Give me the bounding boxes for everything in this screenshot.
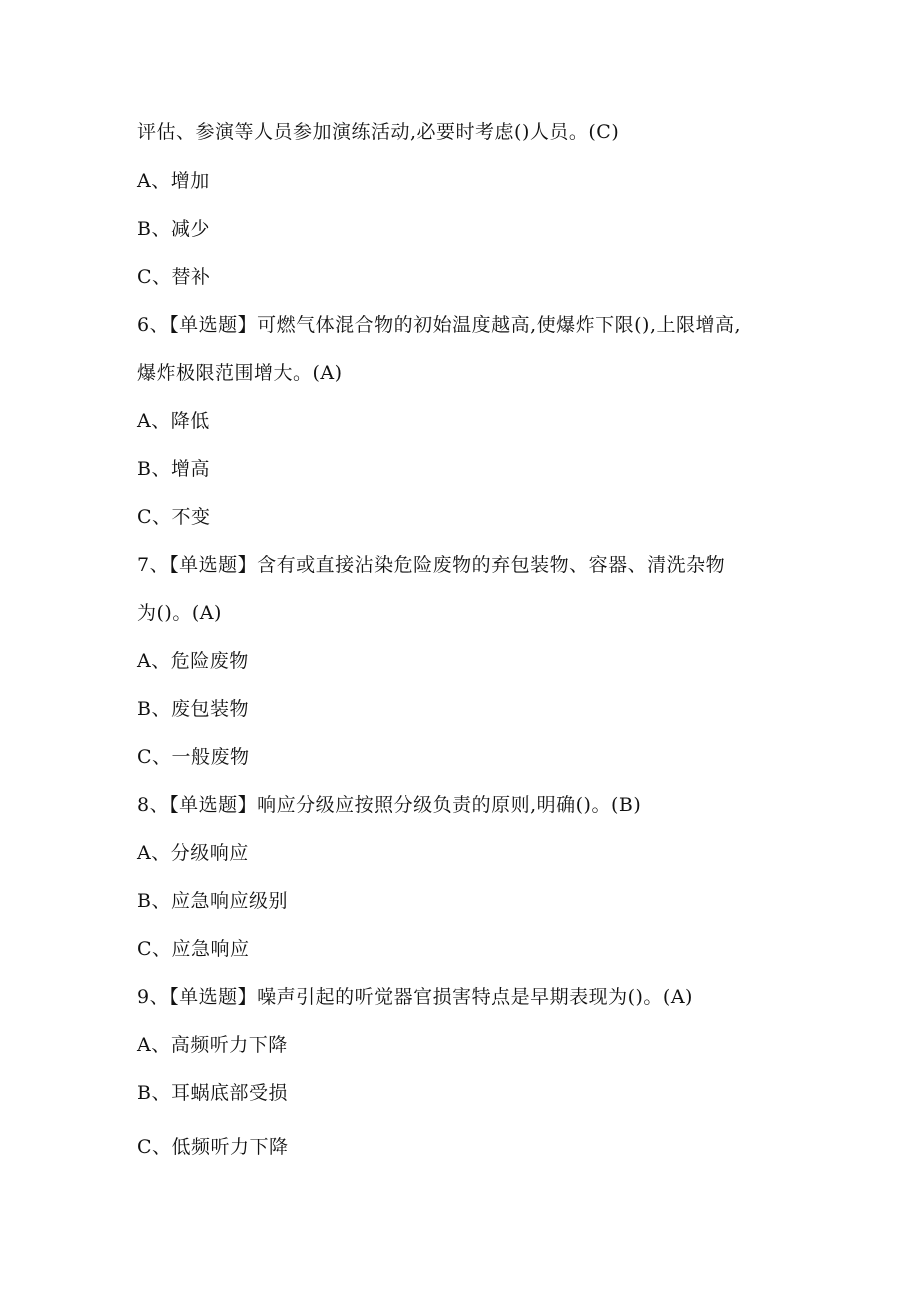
question-7-stem-line-2: 为()。(A) [137, 602, 222, 624]
q5-option-a: A、增加 [137, 170, 210, 192]
question-5-stem-continuation: 评估、参演等人员参加演练活动,必要时考虑()人员。(C) [137, 121, 620, 143]
question-6-stem-line-1: 6、【单选题】可燃气体混合物的初始温度越高,使爆炸下限(),上限增高, [137, 314, 742, 336]
q5-option-b: B、减少 [137, 218, 210, 240]
q7-option-a: A、危险废物 [137, 650, 249, 672]
q8-option-a: A、分级响应 [137, 842, 249, 864]
q8-option-b: B、应急响应级别 [137, 890, 288, 912]
question-9-stem: 9、【单选题】噪声引起的听觉器官损害特点是早期表现为()。(A) [137, 986, 693, 1008]
q9-option-a: A、高频听力下降 [137, 1034, 288, 1056]
question-7-stem-line-1: 7、【单选题】含有或直接沾染危险废物的弃包装物、容器、清洗杂物 [137, 554, 726, 576]
q7-option-c: C、一般废物 [137, 746, 250, 768]
q6-option-c: C、不变 [137, 506, 211, 528]
question-8-stem: 8、【单选题】响应分级应按照分级负责的原则,明确()。(B) [137, 794, 642, 816]
q5-option-c: C、替补 [137, 266, 211, 288]
q8-option-c: C、应急响应 [137, 938, 250, 960]
q6-option-b: B、增高 [137, 458, 210, 480]
q9-option-b: B、耳蜗底部受损 [137, 1082, 288, 1104]
question-6-stem-line-2: 爆炸极限范围增大。(A) [137, 362, 343, 384]
q9-option-c: C、低频听力下降 [137, 1136, 289, 1158]
q7-option-b: B、废包装物 [137, 698, 249, 720]
q6-option-a: A、降低 [137, 410, 210, 432]
